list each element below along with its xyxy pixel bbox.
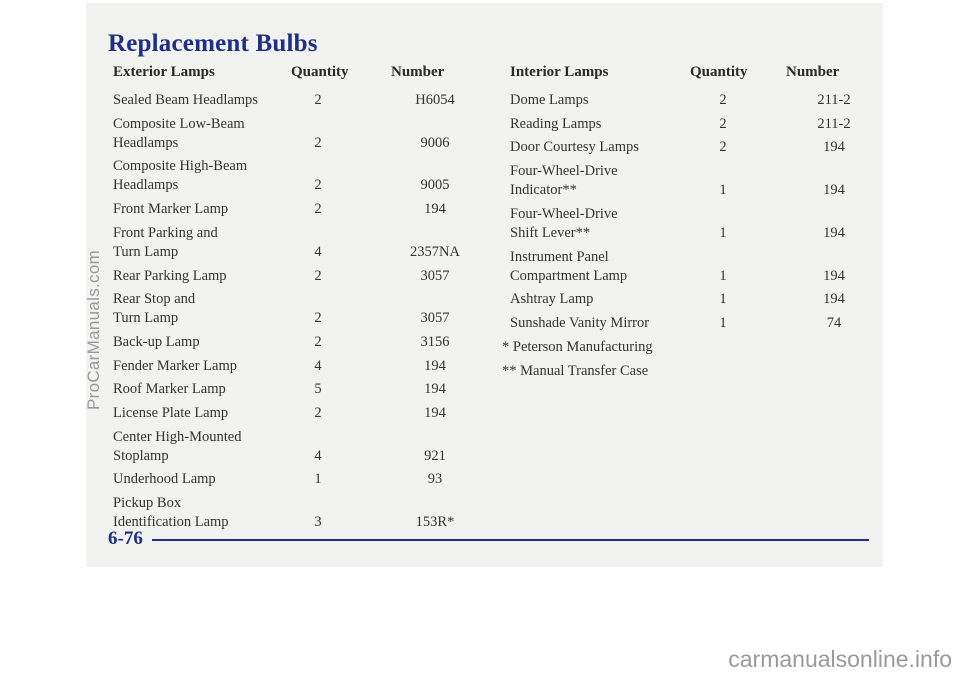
exterior-lamp-name <box>113 357 237 376</box>
exterior-quantity: 2 <box>314 201 322 218</box>
exterior-lamp-name <box>113 494 229 532</box>
exterior-quantity: 2 <box>314 92 322 108</box>
footer-rule <box>152 539 869 541</box>
interior-quantity: 1 <box>719 314 727 331</box>
interior-number-header: Number <box>786 64 840 80</box>
exterior-lamp-name-line: Identification Lamp <box>113 514 229 531</box>
exterior-lamp-name <box>113 404 228 423</box>
exterior-lamp-name <box>113 224 218 262</box>
exterior-lamp-name <box>113 428 241 466</box>
exterior-lamp-name-line: Rear Parking Lamp <box>113 267 227 284</box>
interior-lamp-name <box>510 115 601 134</box>
interior-bulb-number: 194 <box>823 267 845 284</box>
exterior-lamp-name-line: Pickup Box <box>113 495 182 512</box>
footnote-peterson: * Peterson Manufacturing <box>502 339 653 355</box>
interior-quantity: 1 <box>719 291 727 308</box>
exterior-quantity: 1 <box>314 471 322 488</box>
footnote-transfer-case: ** Manual Transfer Case <box>502 363 649 379</box>
exterior-quantity: 2 <box>314 333 322 350</box>
interior-lamp-name-line: Compartment Lamp <box>510 267 628 284</box>
exterior-lamp-name <box>113 333 200 352</box>
exterior-lamp-name <box>113 115 245 153</box>
exterior-lamp-name <box>113 200 228 219</box>
interior-quantity: 1 <box>719 224 727 241</box>
exterior-bulb-number: 194 <box>424 357 446 374</box>
exterior-lamp-name <box>113 290 195 328</box>
interior-lamp-name <box>510 314 649 333</box>
exterior-quantity: 5 <box>314 381 322 398</box>
interior-lamp-name-line: Four-Wheel-Drive <box>510 205 618 222</box>
exterior-bulb-number: 3057 <box>420 267 450 284</box>
interior-quantity: 2 <box>719 139 727 156</box>
exterior-bulb-number: 93 <box>427 471 443 488</box>
exterior-lamp-name-line: Roof Marker Lamp <box>113 381 226 398</box>
exterior-lamp-name <box>113 157 247 195</box>
interior-lamp-name-line: Shift Lever** <box>510 224 591 241</box>
interior-lamp-name-line: Ashtray Lamp <box>510 291 594 308</box>
interior-bulb-number: 194 <box>823 182 845 199</box>
exterior-lamp-name-line: Composite High-Beam <box>113 158 248 175</box>
exterior-bulb-number: 9005 <box>420 177 450 194</box>
exterior-lamp-name <box>113 267 227 286</box>
interior-lamp-name-line: Four-Wheel-Drive <box>510 163 618 180</box>
exterior-quantity: 2 <box>314 134 322 151</box>
exterior-lamp-name <box>113 380 226 399</box>
interior-bulb-number: 194 <box>823 224 845 241</box>
interior-lamp-name-line: Dome Lamps <box>510 92 589 108</box>
interior-lamp-name-line: Indicator** <box>510 182 577 199</box>
exterior-lamp-name-line: Underhood Lamp <box>113 471 216 488</box>
interior-quantity: 1 <box>719 182 727 199</box>
interior-lamp-name <box>510 248 627 286</box>
exterior-quantity: 2 <box>314 267 322 284</box>
exterior-lamp-name-line: Rear Stop and <box>113 291 196 308</box>
exterior-lamp-name-line: Headlamps <box>113 177 179 194</box>
interior-quantity: 2 <box>719 115 727 132</box>
interior-quantity: 2 <box>719 92 727 108</box>
interior-quantity-header: Quantity <box>690 64 748 80</box>
exterior-lamp-name-line: Front Marker Lamp <box>113 201 229 218</box>
exterior-lamp-name-line: Sealed Beam Headlamps <box>113 92 258 108</box>
interior-lamp-name-line: Instrument Panel <box>510 248 609 265</box>
side-watermark: ProCarManuals.com <box>84 249 103 410</box>
exterior-quantity: 4 <box>314 357 322 374</box>
page-title: Replacement Bulbs <box>108 30 318 57</box>
exterior-bulb-number: 2357NA <box>410 243 460 260</box>
interior-lamp-name-line: Door Courtesy Lamps <box>510 139 639 156</box>
exterior-bulb-number: H6054 <box>415 92 455 108</box>
exterior-quantity: 3 <box>314 514 322 531</box>
exterior-number-header: Number <box>391 64 445 80</box>
exterior-lamp-name-line: Stoplamp <box>113 447 169 464</box>
exterior-lamp-name-line: Fender Marker Lamp <box>113 357 238 374</box>
exterior-quantity-header: Quantity <box>291 64 349 80</box>
exterior-bulb-number: 194 <box>424 405 446 421</box>
exterior-lamp-name <box>113 91 258 110</box>
interior-lamp-name <box>510 91 589 110</box>
interior-bulb-number: 194 <box>823 291 845 308</box>
interior-bulb-number: 194 <box>823 139 845 156</box>
bottom-watermark: carmanualsonline.info <box>728 646 952 672</box>
page-number: 6-76 <box>108 528 143 549</box>
exterior-bulb-number: 3057 <box>420 310 450 327</box>
interior-quantity: 1 <box>719 267 727 284</box>
exterior-bulb-number: 9006 <box>420 134 450 151</box>
exterior-bulb-number: 153R* <box>415 514 455 531</box>
exterior-lamp-name-line: Center High-Mounted <box>113 428 242 445</box>
interior-bulb-number: 211-2 <box>817 115 851 132</box>
interior-lamp-name <box>510 138 639 157</box>
exterior-lamp-name-line: Turn Lamp <box>113 243 179 260</box>
interior-lamp-name <box>510 290 593 309</box>
exterior-quantity: 2 <box>314 177 322 194</box>
interior-bulb-number: 211-2 <box>817 92 851 108</box>
exterior-quantity: 4 <box>314 447 322 464</box>
exterior-quantity: 2 <box>314 405 322 421</box>
interior-lamp-name-line: Reading Lamps <box>510 115 602 132</box>
exterior-lamp-name <box>113 470 216 489</box>
interior-lamps-header: Interior Lamps <box>510 64 609 80</box>
exterior-bulb-number: 194 <box>424 201 446 218</box>
exterior-lamp-name-line: License Plate Lamp <box>113 405 229 421</box>
exterior-bulb-number: 3156 <box>420 333 450 350</box>
exterior-bulb-number: 921 <box>424 447 446 464</box>
exterior-bulb-number: 194 <box>424 381 446 398</box>
interior-bulb-number: 74 <box>826 314 842 331</box>
exterior-lamp-name-line: Back-up Lamp <box>113 333 200 350</box>
exterior-quantity: 4 <box>314 243 322 260</box>
exterior-lamp-name-line: Headlamps <box>113 134 179 151</box>
exterior-lamp-name-line: Front Parking and <box>113 224 218 241</box>
exterior-quantity: 2 <box>314 310 322 327</box>
interior-lamp-name <box>510 205 618 243</box>
exterior-lamps-header: Exterior Lamps <box>113 64 215 80</box>
interior-lamp-name <box>510 162 618 200</box>
exterior-lamp-name-line: Turn Lamp <box>113 310 179 327</box>
interior-lamp-name-line: Sunshade Vanity Mirror <box>510 314 650 331</box>
exterior-lamp-name-line: Composite Low-Beam <box>113 115 245 132</box>
